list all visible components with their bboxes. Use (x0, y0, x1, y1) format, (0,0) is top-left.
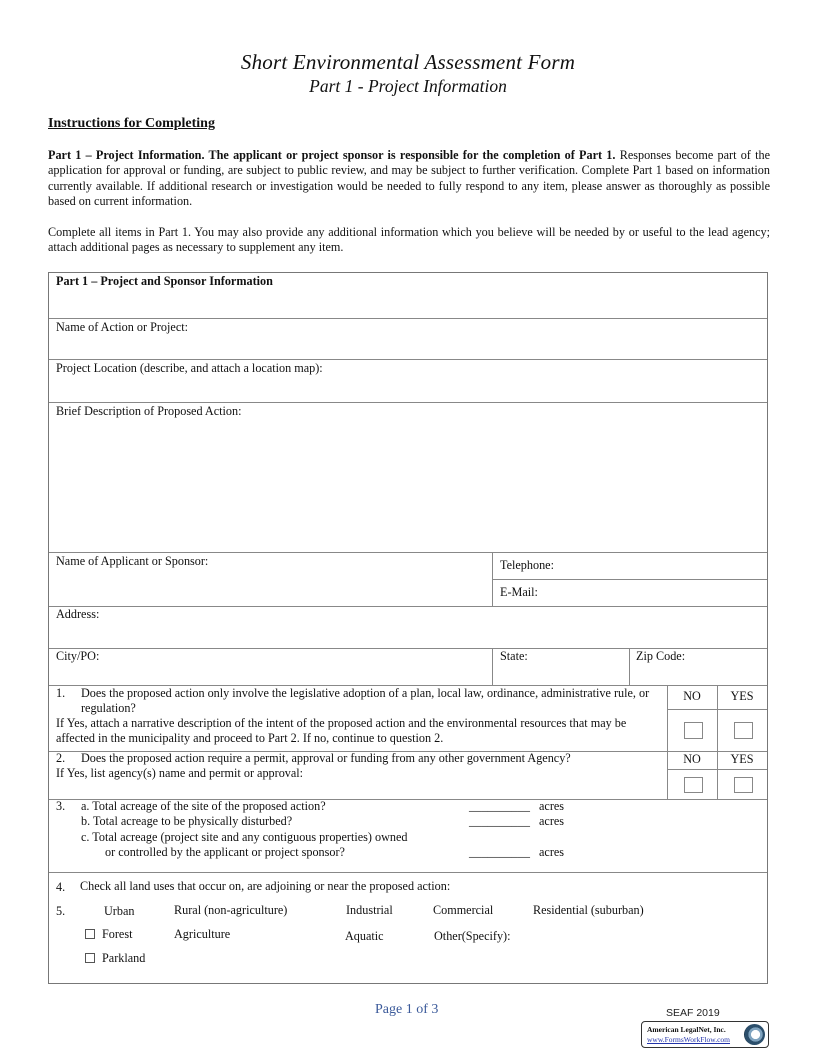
question-2-text: Does the proposed action require a permit, approval or funding from any other government Agency? (81, 751, 571, 765)
instructions-paragraph-1-bold: Part 1 – Project Information. The applicant or project sponsor is responsible for the completion of Part 1. (48, 148, 616, 162)
question-2-no-checkbox[interactable] (684, 777, 703, 793)
divider (667, 769, 767, 770)
question-3b-unit: acres (539, 814, 565, 828)
question-3a-text: a. Total acreage of the site of the proposed action? (81, 799, 326, 813)
parkland-checkbox[interactable] (85, 953, 95, 963)
question-2-yes-checkbox[interactable] (734, 777, 753, 793)
land-use-agriculture[interactable]: Agriculture (174, 927, 231, 941)
name-of-action-field[interactable] (49, 319, 767, 360)
city-field[interactable] (49, 649, 492, 685)
question-1-no-checkbox[interactable] (684, 722, 703, 739)
project-location-field[interactable] (49, 360, 767, 403)
project-location-label: Project Location (describe, and attach a location map): (56, 361, 323, 375)
publisher-name: American LegalNet, Inc. (647, 1025, 726, 1034)
instructions-heading: Instructions for Completing (48, 116, 215, 131)
land-use-residential[interactable]: Residential (suburban) (533, 903, 644, 917)
page-number: Page 1 of 3 (375, 1002, 439, 1017)
forest-checkbox[interactable] (85, 929, 95, 939)
state-label: State: (500, 649, 528, 663)
question-3b-input[interactable]: __________ (469, 814, 530, 828)
question-3-row (49, 800, 767, 873)
divider (667, 709, 767, 710)
question-3a-unit: acres (539, 799, 565, 813)
brief-description-label: Brief Description of Proposed Action: (56, 404, 242, 418)
publisher-link[interactable]: www.FormsWorkFlow.com (647, 1035, 731, 1044)
question-4-number: 4. (56, 880, 66, 894)
land-use-aquatic[interactable]: Aquatic (345, 929, 384, 943)
land-use-other[interactable]: Other(Specify): (434, 929, 511, 943)
land-use-forest[interactable] (85, 927, 132, 942)
address-label: Address: (56, 607, 100, 621)
form-title: Short Environmental Assessment Form (240, 50, 576, 74)
land-use-urban[interactable]: Urban (104, 904, 135, 918)
question-3-number: 3. (56, 799, 66, 813)
forest-label: Forest (102, 927, 133, 941)
question-3b-text: b. Total acreage to be physically disturbed? (81, 814, 293, 828)
name-of-action-label: Name of Action or Project: (56, 320, 188, 334)
land-use-parkland[interactable] (85, 951, 145, 966)
instructions-paragraph-1-text: Responses become part of the application for approval or funding, are subject to public review, and may be subject to further verification. Complete Part 1 based on information currently available. If additional research or investigation would be needed to fully respond to any item, please answer as thoroughly as possible based on current information. (48, 148, 770, 208)
brief-description-field[interactable] (49, 403, 767, 553)
zip-label: Zip Code: (636, 649, 686, 663)
question-2-number: 2. (56, 751, 66, 765)
question-2-followup: If Yes, list agency(s) name and permit or approval: (56, 766, 304, 780)
question-1-row (49, 686, 767, 752)
question-1-number: 1. (56, 686, 66, 700)
question-1-no-label: NO (683, 689, 701, 703)
form-id: SEAF 2019 (666, 1007, 720, 1019)
section-header-row (49, 273, 767, 319)
land-use-industrial[interactable]: Industrial (346, 903, 393, 917)
city-state-zip-row (49, 649, 767, 686)
applicant-name-label: Name of Applicant or Sponsor: (56, 554, 209, 568)
question-2-yes-label: YES (730, 752, 754, 766)
instructions-paragraph-2: Complete all items in Part 1. You may also provide any additional information which you believe will be needed by or useful to the lead agency; attach additional pages as necessary to supplement any item. (48, 225, 770, 255)
land-use-rural[interactable]: Rural (non-agriculture) (174, 903, 288, 917)
section-title: Part 1 – Project and Sponsor Information (56, 274, 273, 288)
land-use-commercial[interactable]: Commercial (433, 903, 494, 917)
applicant-row (49, 553, 767, 607)
question-3c-input[interactable]: __________ (469, 845, 530, 859)
telephone-label: Telephone: (500, 558, 554, 572)
question-2-row (49, 752, 767, 800)
question-3c-text-line-1: c. Total acreage (project site and any contiguous properties) owned (81, 830, 408, 844)
publisher-logo (641, 1021, 769, 1048)
question-1-text: Does the proposed action only involve the legislative adoption of a plan, local law, ordinance, administrative rule, or regulation? (81, 686, 650, 715)
globe-icon (744, 1024, 765, 1045)
project-sponsor-form (48, 272, 768, 984)
city-label: City/PO: (56, 649, 100, 663)
instructions-paragraph-1 (48, 148, 770, 209)
question-1-followup: If Yes, attach a narrative description of the intent of the proposed action and the environmental resources that may be affected in the municipality and proceed to Part 2. If no, continue to question 2. (56, 716, 627, 745)
address-field[interactable] (49, 607, 767, 649)
question-2-no-label: NO (683, 752, 701, 766)
question-3a-input[interactable]: __________ (469, 799, 530, 813)
question-4-5-block (49, 873, 767, 983)
question-1-yes-label: YES (730, 689, 754, 703)
parkland-label: Parkland (102, 951, 146, 965)
form-subtitle: Part 1 - Project Information (309, 76, 507, 96)
question-5-number: 5. (56, 904, 66, 918)
question-3c-unit: acres (539, 845, 565, 859)
question-4-text: Check all land uses that occur on, are adjoining or near the proposed action: (80, 879, 451, 893)
email-label: E-Mail: (500, 585, 538, 599)
question-3c-text-line-2: or controlled by the applicant or project sponsor? (105, 845, 345, 859)
question-1-yes-checkbox[interactable] (734, 722, 753, 739)
